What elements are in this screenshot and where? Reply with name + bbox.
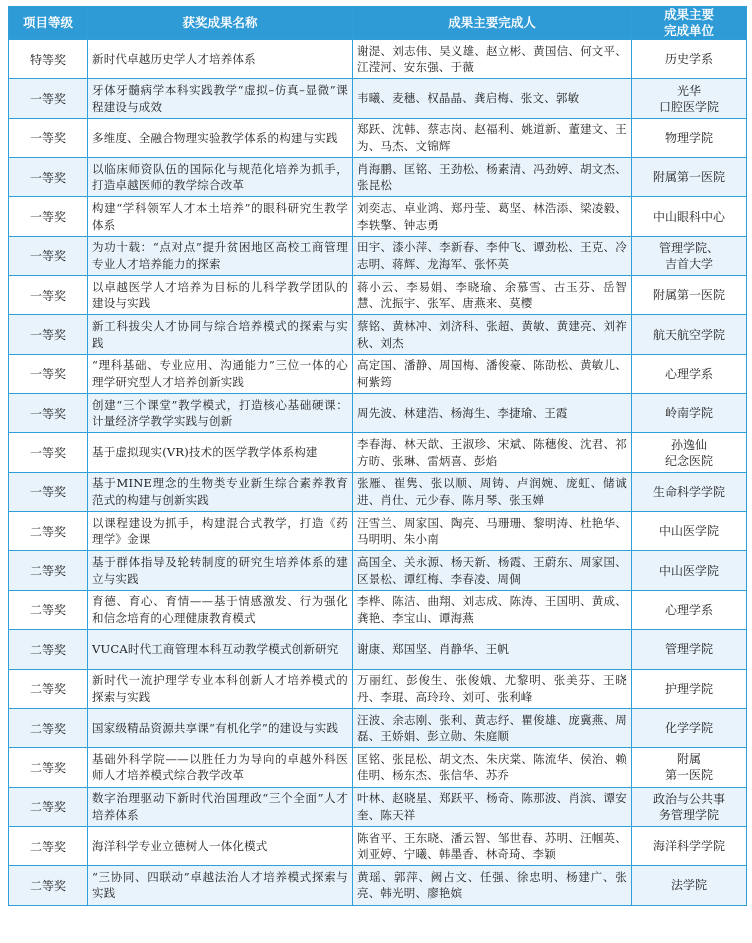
cell-level: 一等奖 xyxy=(9,433,88,472)
cell-level: 二等奖 xyxy=(9,748,88,787)
cell-award-name: 数字治理驱动下新时代治国理政“三个全面”人才培养体系 xyxy=(88,787,353,826)
cell-level: 二等奖 xyxy=(9,787,88,826)
cell-unit: 化学学院 xyxy=(632,708,747,747)
cell-award-name: 基于MINE理念的生物类专业新生综合素养教育范式的构建与创新实践 xyxy=(88,472,353,511)
cell-award-name: 新工科拔尖人才协同与综合培养模式的探索与实践 xyxy=(88,315,353,354)
table-body xyxy=(9,40,747,906)
cell-unit: 附属 第一医院 xyxy=(632,748,747,787)
cell-people: 谢康、郑国坚、肖静华、王帆 xyxy=(353,630,632,669)
cell-level: 一等奖 xyxy=(9,394,88,433)
cell-level: 二等奖 xyxy=(9,630,88,669)
cell-award-name: 以卓越医学人才培养为目标的儿科学教学团队的建设与实践 xyxy=(88,276,353,315)
table-row xyxy=(9,276,747,315)
cell-award-name: 国家级精品资源共享课“有机化学”的建设与实践 xyxy=(88,708,353,747)
table-row xyxy=(9,118,747,157)
table-row xyxy=(9,630,747,669)
table-header xyxy=(9,7,747,40)
cell-people: 万丽红、彭俊生、张俊娥、尤黎明、张美芬、王晓丹、李琨、高玲玲、刘可、张利峰 xyxy=(353,669,632,708)
cell-award-name: VUCA时代工商管理本科互动教学模式创新研究 xyxy=(88,630,353,669)
cell-people: 谢湜、刘志伟、吴义雄、赵立彬、黄国信、何文平、江滢河、安东强、于薇 xyxy=(353,40,632,79)
table-row xyxy=(9,236,747,275)
table-row xyxy=(9,708,747,747)
cell-unit: 中山医学院 xyxy=(632,512,747,551)
cell-level: 一等奖 xyxy=(9,158,88,197)
cell-award-name: 新时代卓越历史学人才培养体系 xyxy=(88,40,353,79)
table-row xyxy=(9,866,747,905)
cell-level: 二等奖 xyxy=(9,512,88,551)
cell-people: 刘奕志、卓业鸿、郑丹莹、葛坚、林浩添、梁凌毅、李轶擎、钟志勇 xyxy=(353,197,632,236)
cell-award-name: “三协同、四联动”卓越法治人才培养模式探索与实践 xyxy=(88,866,353,905)
cell-level: 一等奖 xyxy=(9,197,88,236)
cell-people: 汪雪兰、周家国、陶亮、马珊珊、黎明涛、杜艳华、马明明、朱小南 xyxy=(353,512,632,551)
table-row xyxy=(9,315,747,354)
cell-award-name: 构建“学科领军人才本土培养”的眼科研究生教学体系 xyxy=(88,197,353,236)
cell-people: 张雁、崔隽、张以顺、周铸、卢润婉、庞虹、储诚进、肖仕、元少春、陈月琴、张玉婵 xyxy=(353,472,632,511)
cell-award-name: 牙体牙髓病学本科实践教学“虚拟–仿真–显微”课程建设与成效 xyxy=(88,79,353,118)
cell-level: 二等奖 xyxy=(9,866,88,905)
cell-level: 一等奖 xyxy=(9,236,88,275)
cell-people: 汪波、余志刚、张利、黄志纾、瞿俊雄、庞冀燕、周磊、王娇娟、彭立勋、朱庭顺 xyxy=(353,708,632,747)
cell-award-name: 新时代一流护理学专业本科创新人才培养模式的探索与实践 xyxy=(88,669,353,708)
table-row xyxy=(9,79,747,118)
cell-unit: 心理学系 xyxy=(632,590,747,629)
table-row xyxy=(9,394,747,433)
cell-unit: 管理学院、 吉首大学 xyxy=(632,236,747,275)
cell-award-name: 创建“三个课堂”教学模式，打造核心基础硬课：计量经济学教学实践与创新 xyxy=(88,394,353,433)
cell-unit: 中山医学院 xyxy=(632,551,747,590)
cell-people: 陈省平、王东晓、潘云智、邹世春、苏明、汪帼英、刘亚婷、宁曦、韩墨香、林奇琦、李颖 xyxy=(353,826,632,865)
cell-level: 特等奖 xyxy=(9,40,88,79)
cell-people: 高国全、关永源、杨天新、杨霞、王蔚东、周家国、区景松、谭红梅、李春凌、周倜 xyxy=(353,551,632,590)
cell-award-name: 以临床师资队伍的国际化与规范化培养为抓手，打造卓越医师的教学综合改革 xyxy=(88,158,353,197)
cell-level: 二等奖 xyxy=(9,826,88,865)
cell-award-name: 基于群体指导及轮转制度的研究生培养体系的建立与实践 xyxy=(88,551,353,590)
table-row xyxy=(9,40,747,79)
cell-unit: 历史学系 xyxy=(632,40,747,79)
cell-unit: 物理学院 xyxy=(632,118,747,157)
cell-level: 二等奖 xyxy=(9,551,88,590)
cell-award-name: 海洋科学专业立德树人一体化模式 xyxy=(88,826,353,865)
cell-people: 田宇、漆小萍、李新春、李仲飞、谭劲松、王克、冷志明、蒋辉、龙海军、张怀英 xyxy=(353,236,632,275)
cell-people: 韦曦、麦穗、权晶晶、龚启梅、张文、郭敏 xyxy=(353,79,632,118)
table-row xyxy=(9,748,747,787)
cell-level: 二等奖 xyxy=(9,708,88,747)
cell-award-name: 多维度、全融合物理实验教学体系的构建与实践 xyxy=(88,118,353,157)
header-people: 成果主要完成人 xyxy=(353,7,632,40)
cell-unit: 政治与公共事 务管理学院 xyxy=(632,787,747,826)
cell-award-name: “理科基础、专业应用、沟通能力”三位一体的心理学研究型人才培养创新实践 xyxy=(88,354,353,393)
cell-level: 一等奖 xyxy=(9,118,88,157)
cell-people: 黄瑶、郭萍、阙占文、任强、徐忠明、杨建广、张亮、韩光明、廖艳嫔 xyxy=(353,866,632,905)
cell-unit: 中山眼科中心 xyxy=(632,197,747,236)
cell-unit: 生命科学学院 xyxy=(632,472,747,511)
cell-award-name: 为功十载：“点对点”提升贫困地区高校工商管理专业人才培养能力的探索 xyxy=(88,236,353,275)
cell-award-name: 以课程建设为抓手，构建混合式教学，打造《药理学》金课 xyxy=(88,512,353,551)
table-row xyxy=(9,512,747,551)
cell-level: 一等奖 xyxy=(9,79,88,118)
header-level: 项目等级 xyxy=(9,7,88,40)
cell-people: 郑跃、沈韩、蔡志岗、赵福利、姚道新、董建文、王为、马杰、文锦辉 xyxy=(353,118,632,157)
table-row xyxy=(9,472,747,511)
cell-unit: 心理学系 xyxy=(632,354,747,393)
table-row xyxy=(9,551,747,590)
header-unit-line2: 完成单位 xyxy=(663,23,714,38)
cell-people: 高定国、潘静、周国梅、潘俊豪、陈劭松、黄敏儿、柯紫筠 xyxy=(353,354,632,393)
cell-level: 一等奖 xyxy=(9,354,88,393)
cell-unit: 护理学院 xyxy=(632,669,747,708)
cell-unit: 孙逸仙 纪念医院 xyxy=(632,433,747,472)
table-row xyxy=(9,669,747,708)
cell-people: 李春海、林天歆、王淑珍、宋斌、陈穗俊、沈君、祁方昉、张琳、雷炳喜、彭焰 xyxy=(353,433,632,472)
cell-unit: 附属第一医院 xyxy=(632,276,747,315)
cell-people: 匡铭、张昆松、胡文杰、朱庆棠、陈流华、侯治、赖佳明、杨东杰、张信华、苏乔 xyxy=(353,748,632,787)
cell-unit: 附属第一医院 xyxy=(632,158,747,197)
table-row xyxy=(9,590,747,629)
table-row xyxy=(9,158,747,197)
header-unit xyxy=(632,7,747,40)
header-name: 获奖成果名称 xyxy=(88,7,353,40)
cell-people: 蒋小云、李易娟、李晓瑜、余慕雪、古玉芬、岳智慧、沈振宇、张军、唐燕来、莫樱 xyxy=(353,276,632,315)
table-row xyxy=(9,787,747,826)
cell-people: 叶林、赵晓星、郑跃平、杨奇、陈那波、肖滨、谭安奎、陈天祥 xyxy=(353,787,632,826)
awards-table xyxy=(8,6,747,906)
cell-level: 二等奖 xyxy=(9,590,88,629)
cell-unit: 岭南学院 xyxy=(632,394,747,433)
cell-unit: 航天航空学院 xyxy=(632,315,747,354)
table-row xyxy=(9,826,747,865)
cell-people: 李桦、陈洁、曲翔、刘志成、陈涛、王国明、黄成、龚艳、李宝山、谭海燕 xyxy=(353,590,632,629)
cell-people: 肖海鹏、匡铭、王劲松、杨素清、冯劲婷、胡文杰、张昆松 xyxy=(353,158,632,197)
cell-level: 一等奖 xyxy=(9,276,88,315)
cell-people: 蔡铭、黄林冲、刘济科、张超、黄敏、黄建亮、刘祚秋、刘杰 xyxy=(353,315,632,354)
cell-level: 二等奖 xyxy=(9,669,88,708)
cell-level: 一等奖 xyxy=(9,472,88,511)
table-row xyxy=(9,433,747,472)
cell-unit: 法学院 xyxy=(632,866,747,905)
cell-unit: 光华 口腔医学院 xyxy=(632,79,747,118)
cell-award-name: 育德、育心、育情——基于情感激发、行为强化和信念培育的心理健康教育模式 xyxy=(88,590,353,629)
cell-level: 一等奖 xyxy=(9,315,88,354)
cell-award-name: 基础外科学院——以胜任力为导向的卓越外科医师人才培养模式综合教学改革 xyxy=(88,748,353,787)
cell-people: 周先波、林建浩、杨海生、李捷瑜、王霞 xyxy=(353,394,632,433)
cell-award-name: 基于虚拟现实(VR)技术的医学教学体系构建 xyxy=(88,433,353,472)
cell-unit: 管理学院 xyxy=(632,630,747,669)
header-unit-line1: 成果主要 xyxy=(663,7,714,22)
cell-unit: 海洋科学学院 xyxy=(632,826,747,865)
table-row xyxy=(9,354,747,393)
table-row xyxy=(9,197,747,236)
